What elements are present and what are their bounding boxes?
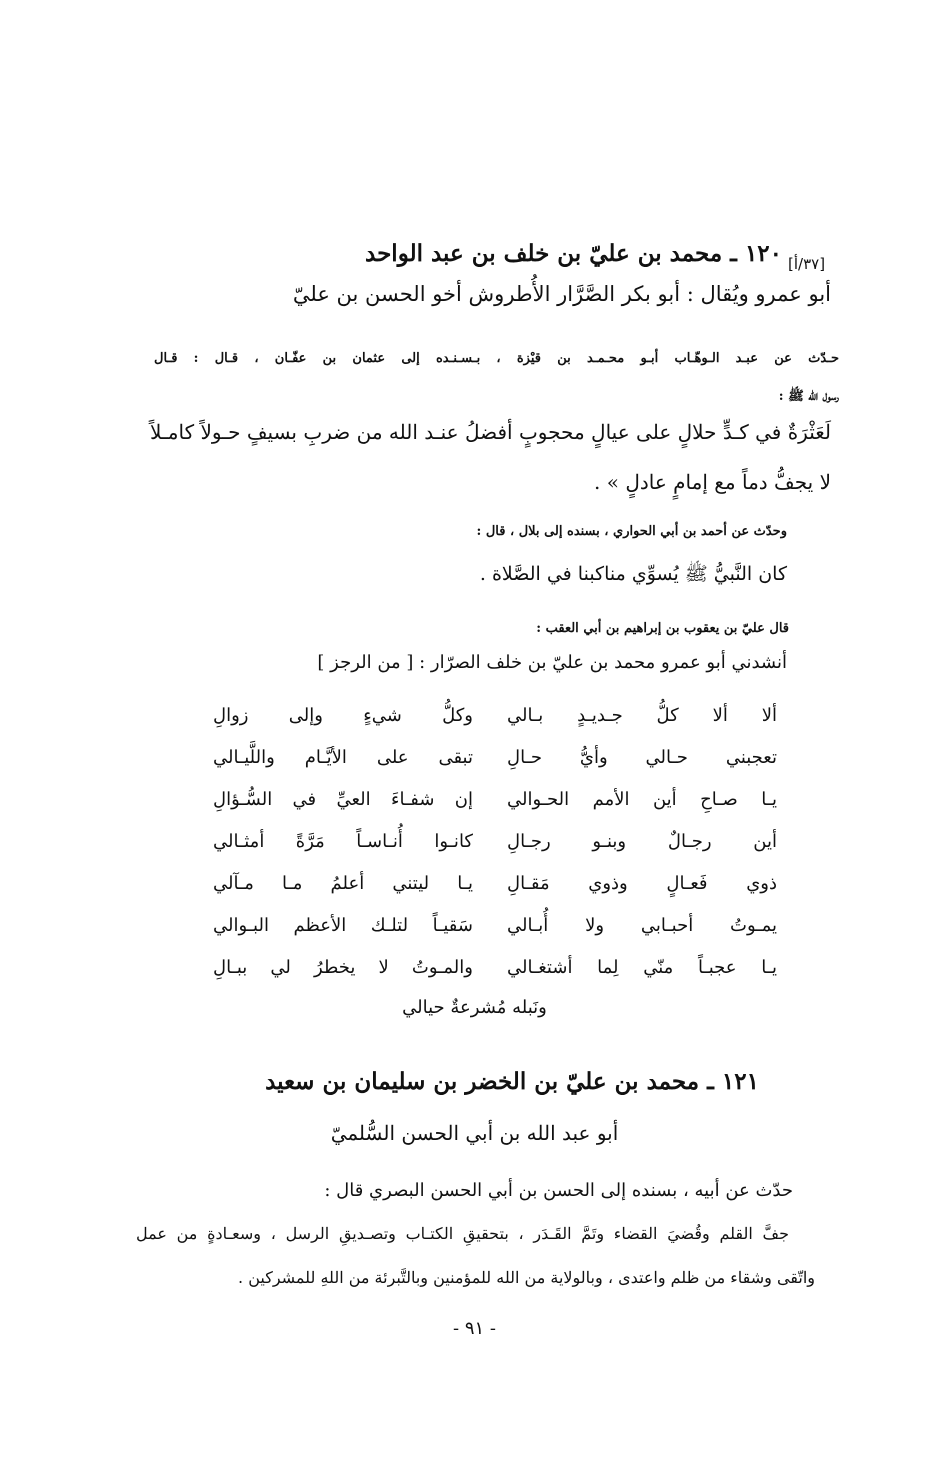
poem-verse-4-second: كانـوا أُنـاسـاً مَرَّةً أمثـالي	[213, 831, 473, 852]
poem-verse-4-first: أين رجـالٌ وبنـو رجـالِ	[507, 831, 777, 852]
isnad-4: حدّث عن أبيه ، بسنده إلى الحسن بن أبي الحسن البصري قال :	[324, 1180, 793, 1201]
poem-verse-5-first: ذوي فَعـالٍ وذوي مَقـالِ	[507, 873, 777, 894]
text-line-2: واتّقى وشقاء من ظلم واعتدى ، وبالولاية من الله للمؤمنين وبالتَّبرئة من اللهِ للمشركين .	[238, 1268, 815, 1287]
poem-verse-6-first: يمـوتُ أحبـابي ولا أُبـالي	[507, 915, 777, 936]
entry-120-kunya: أبو عمرو ويُقال : أبو بكر الصَّرَّار الأُطروش أخو الحسن بن عليّ	[292, 282, 831, 306]
entry-121-kunya: أبو عبد الله بن أبي الحسن السُّلميّ	[330, 1121, 619, 1145]
poem-verse-7-first: يـا عجبـاً منّي لِما أشتغـالي	[507, 957, 777, 978]
poem-verse-3-first: يـا صـاحِ أين الأمم الحـوالي	[507, 789, 777, 810]
isnad-3: قال عليّ بن يعقوب بن إبراهيم بن أبي العقب :	[536, 621, 789, 636]
poem-verse-6-second: سَقيـاً لتلـك الأعظم البـوالي	[213, 915, 473, 936]
poem-verse-3-second: إن شفـاءَ العيِّ في السُّـؤالِ	[213, 789, 473, 810]
isnad-1-line-2: رسول الله ﷺ :	[778, 389, 839, 404]
poem-verse-7-second: والمـوتُ لا يخطرُ لي ببـالِ	[213, 957, 473, 978]
isnad-2: وحدّث عن أحمد بن أبي الحواري ، بسنده إلى بلال ، قال :	[476, 524, 787, 539]
text-line-1: جفَّ القلم وقُضيَ القضاء وتَمَّ القَـدَر ، بتحقيقِ الكتـاب وتصـديقِ الرسل ، وسعـادةٍ من عمل	[136, 1224, 789, 1243]
entry-120-title: ١٢٠ ـ محمد بن عليّ بن خلف بن عبد الواحد	[365, 240, 782, 267]
folio-marker: [٣٧/أ]	[788, 255, 826, 273]
poem-verse-1-second: وكلُّ شيءٍ وإلى زوالِ	[213, 705, 473, 726]
poem-verse-5-second: يـا ليتني أعلمُ مـا مـآلي	[213, 873, 473, 894]
entry-121-title: ١٢١ ـ محمد بن عليّ بن الخضر بن سليمان بن سعيد	[265, 1068, 759, 1095]
hadith-1-line-2: لا يجفُّ دماً مع إمامٍ عادلٍ » .	[594, 470, 831, 494]
page-number: - ٩١ -	[453, 1318, 496, 1339]
poem-verse-2-first: تعجبني حـالي وأيُّ حـالِ	[507, 747, 777, 768]
hadith-1-line-1: لَعَثْرَةٌ في كـدٍّ حلالٍ على عيالٍ محجوبٍ أفضلُ عنـد الله من ضربِ بسيفٍ حـولاً كامـلاً	[150, 420, 831, 444]
hadith-2: كان النَّبيُّ ﷺ يُسوِّي مناكبنا في الصَّلاة .	[479, 563, 787, 585]
poem-verse-1-first: ألا ألا كلُّ جـديـدٍ بـالي	[507, 705, 777, 726]
poem-intro: أنشدني أبو عمرو محمد بن عليّ بن خلف الصرّار : [ من الرجز ]	[317, 652, 787, 673]
isnad-1-line-1: حـدّث عن عبـد الـوهّـاب أبـو محـمـد بن قيْزة ، بـسـنـده إلى عثمان بن عفّـان ، قـال : قـال	[154, 351, 839, 366]
poem-last-hemistich: ونَبله مُشرعةٌ حيالي	[402, 997, 547, 1018]
poem-verse-2-second: تبقى على الأيَّـام واللَّيـالي	[213, 747, 473, 768]
